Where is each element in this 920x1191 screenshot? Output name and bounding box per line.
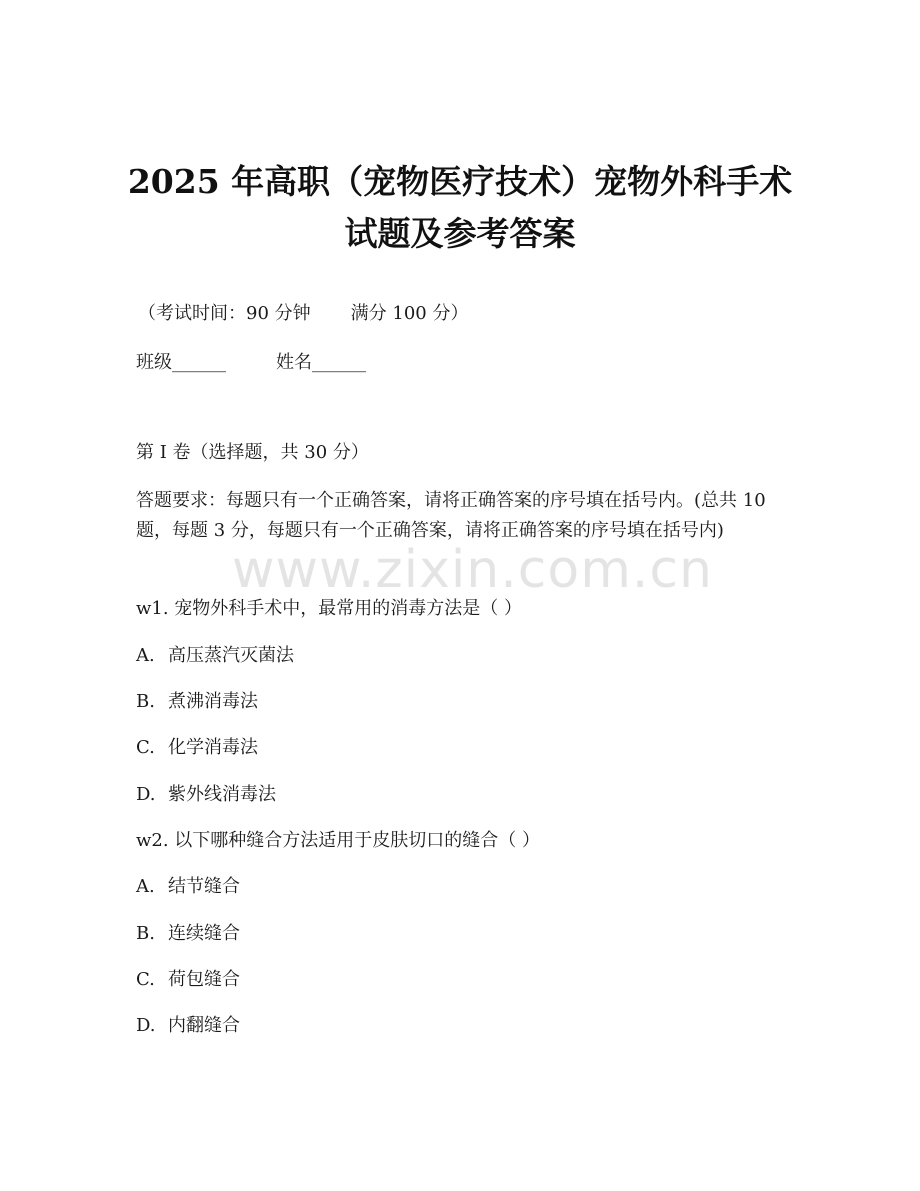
class-field-label: 班级______ — [136, 352, 226, 373]
document-title-line1: 2025 年高职（宠物医疗技术）宠物外科手术 — [127, 162, 793, 201]
option-letter: C. — [136, 737, 155, 758]
question-2-option-d — [136, 1014, 240, 1038]
option-letter: D. — [136, 784, 156, 805]
option-letter: B. — [136, 923, 155, 944]
question-1-option-d — [136, 783, 276, 807]
option-letter: C. — [136, 969, 155, 990]
question-1-option-a — [136, 644, 294, 668]
option-text: 化学消毒法 — [168, 737, 258, 758]
option-letter: A. — [136, 645, 155, 666]
option-text: 荷包缝合 — [168, 969, 240, 990]
question-1-stem: w1. 宠物外科手术中，最常用的消毒方法是（ ） — [136, 598, 523, 619]
option-text: 高压蒸汽灭菌法 — [168, 645, 294, 666]
watermark: www.zixin.com.cn — [232, 540, 713, 600]
option-text: 紫外线消毒法 — [168, 784, 276, 805]
full-score: 满分 100 分） — [350, 303, 469, 324]
option-letter: D. — [136, 1015, 156, 1036]
answer-instructions: 答题要求：每题只有一个正确答案，请将正确答案的序号填在括号内。(总共 10 题，每题 3 分，每题只有一个正确答案，请将正确答案的序号填在括号内) — [136, 490, 766, 541]
option-text: 煮沸消毒法 — [168, 691, 258, 712]
section-title: 第 I 卷（选择题，共 30 分） — [136, 442, 369, 463]
exam-info — [138, 302, 468, 326]
option-text: 内翻缝合 — [168, 1015, 240, 1036]
name-field-label: 姓名______ — [276, 352, 366, 373]
option-letter: A. — [136, 876, 155, 897]
exam-time: （考试时间：90 分钟 — [138, 303, 311, 324]
question-2-stem: w2. 以下哪种缝合方法适用于皮肤切口的缝合（ ） — [136, 830, 541, 851]
option-letter: B. — [136, 691, 155, 712]
question-2-option-b — [136, 922, 240, 946]
option-text: 结节缝合 — [168, 876, 240, 897]
question-1-option-b — [136, 690, 258, 714]
question-2-option-a — [136, 875, 240, 899]
document-title-line2: 试题及参考答案 — [344, 214, 576, 253]
question-1-option-c — [136, 736, 258, 760]
student-info — [136, 351, 366, 375]
question-2-option-c — [136, 968, 240, 992]
option-text: 连续缝合 — [168, 923, 240, 944]
